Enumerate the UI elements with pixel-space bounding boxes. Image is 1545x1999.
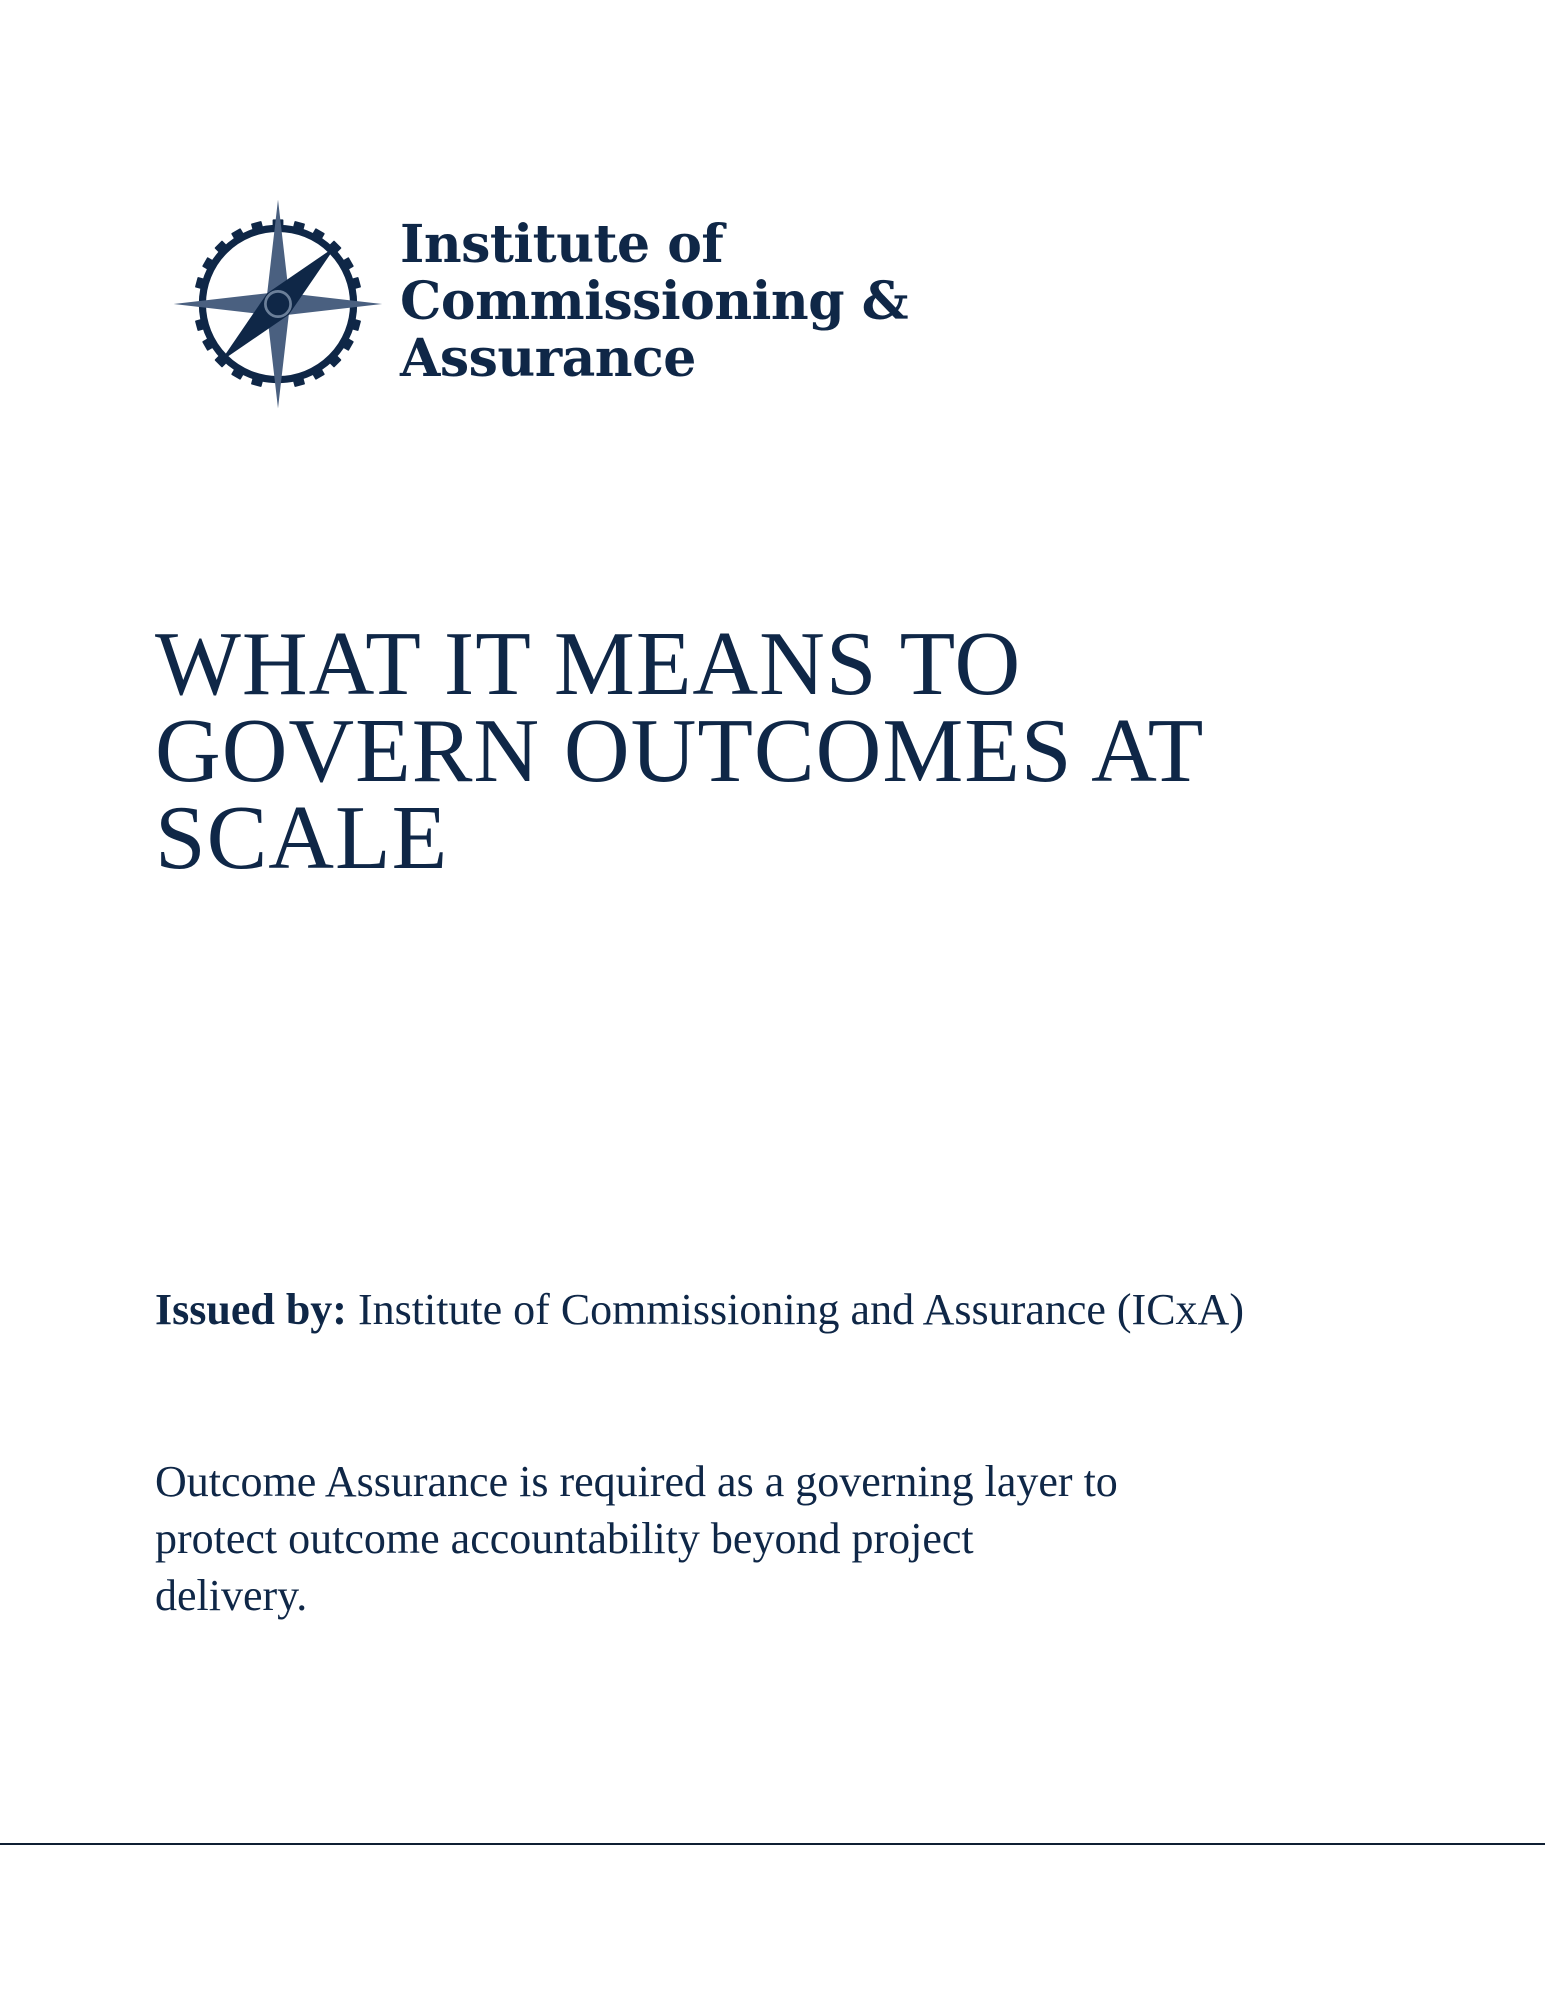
issued-by <box>155 1284 1415 1336</box>
title-line-1: WHAT IT MEANS TO <box>155 613 1022 714</box>
compass-gear-icon <box>170 196 386 412</box>
logo-line-2: Commissioning & <box>400 271 909 332</box>
footer-divider <box>0 1843 1545 1845</box>
issued-by-value: Institute of Commissioning and Assurance (ICxA) <box>346 1285 1244 1334</box>
summary-line-2: protect outcome accountability beyond project <box>155 1514 974 1563</box>
logo-line-3: Assurance <box>400 328 696 389</box>
summary-statement <box>155 1453 1415 1624</box>
summary-line-3: delivery. <box>155 1571 308 1620</box>
title-line-3: SCALE <box>155 787 449 888</box>
document-title <box>155 613 1405 888</box>
organization-name <box>400 216 908 387</box>
title-line-2: GOVERN OUTCOMES AT <box>155 700 1205 801</box>
summary-line-1: Outcome Assurance is required as a governing layer to <box>155 1457 1118 1506</box>
logo-line-1: Institute of <box>400 214 724 275</box>
organization-logo <box>170 196 909 412</box>
issued-by-label: Issued by: <box>155 1285 347 1334</box>
